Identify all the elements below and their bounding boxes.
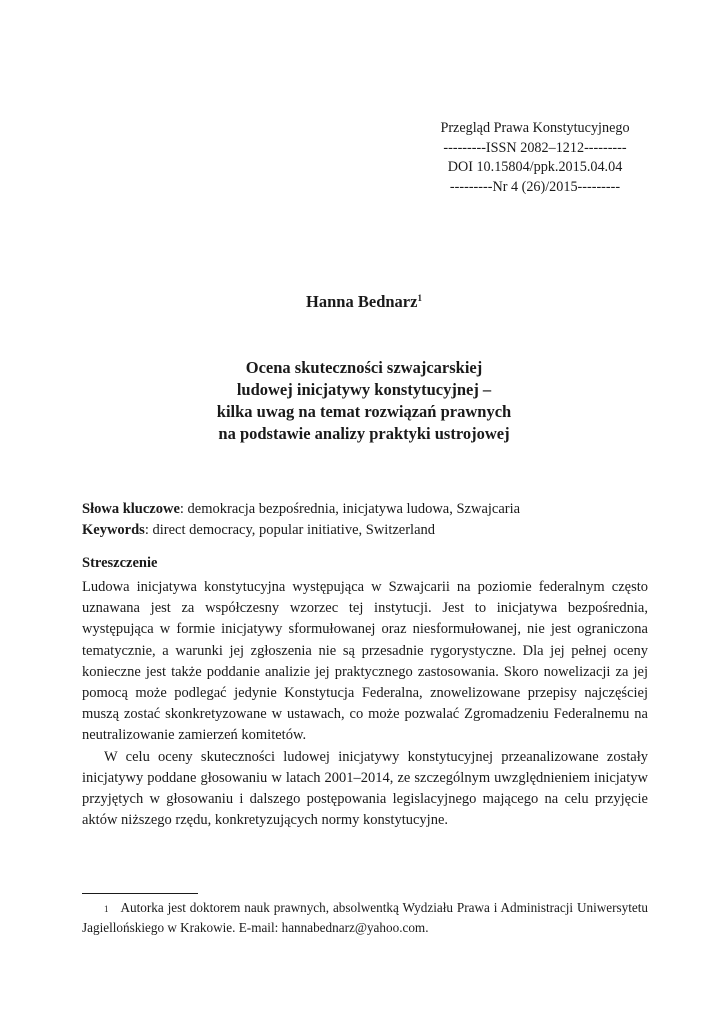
abstract-heading: Streszczenie [82,555,158,571]
footnote [82,898,648,938]
journal-doi: DOI 10.15804/ppk.2015.04.04 [447,159,623,175]
title-line: Ocena skuteczności szwajcarskiej [245,358,483,377]
journal-name: Przegląd Prawa Konstytucyjnego [440,120,630,136]
keywords-block [82,499,648,541]
title-line: kilka uwag na temat rozwiązań prawnych [216,402,512,421]
footnote-text: Autorka jest doktorem nauk prawnych, absolwentką Wydziału Prawa i Administracji Uniwersytetu Jagiellońskiego w Krakowie. E-mail: hannabednarz@yahoo.com. [82,900,648,935]
abstract-body [82,577,648,831]
footnote-number: 1 [104,904,109,914]
keywords-en-label: Keywords [82,522,145,538]
abstract-paragraph: Ludowa inicjatywa konstytucyjna występująca w Szwajcarii na poziomie federalnym często uznawana jest za współczesny wzorzec tej instytucji. Jest to inicjatywa bezpośrednia, występująca w formie inicjatywy sformułowanej oraz niesformułowanej, nie jest ograniczona tematycznie, a warunki jej zgłoszenia nie są przesadnie rygorystyczne. Dla jej pełnej oceny konieczne jest także poddanie analizie jej praktycznego zastosowania. Skoro nowelizacji za jej pomocą może podlegać jedynie Konstytucja Federalna, znowelizowane przepisy najczęściej muszą zostać skonkretyzowane w ustawach, co może pozwalać Zgromadzeniu Federalnemu na neutralizowanie zamierzeń komitetów. [82,579,648,744]
keywords-pl [82,499,648,520]
author-name: Hanna Bednarz [306,292,418,311]
title-line: na podstawie analizy praktyki ustrojowej [218,424,510,443]
keywords-en [82,520,648,541]
journal-issue: ---------Nr 4 (26)/2015--------- [449,178,621,195]
title-line: ludowej inicjatywy konstytucyjnej – [236,380,492,399]
keywords-pl-text: : demokracja bezpośrednia, inicjatywa ludowa, Szwajcaria [179,501,521,517]
journal-issn: ---------ISSN 2082–1212--------- [443,139,627,156]
keywords-en-text: : direct democracy, popular initiative, Switzerland [144,522,436,538]
footnote-separator [82,893,198,894]
abstract-paragraph: W celu oceny skuteczności ludowej inicjatywy konstytucyjnej przeanalizowane zostały inicjatywy poddane głosowaniu w latach 2001–2014, ze szczególnym uwzględnieniem inicjatyw przyjętych w głosowaniu i dalszego postępowania legislacyjnego mającego na celu przyjęcie aktów niższego rzędu, konkretyzujących normy konstytucyjne. [82,748,648,829]
keywords-pl-label: Słowa kluczowe [82,501,180,517]
author-line [0,292,728,312]
article-title [0,357,728,445]
author-footnote-ref[interactable]: 1 [417,293,422,303]
journal-header [400,119,670,197]
